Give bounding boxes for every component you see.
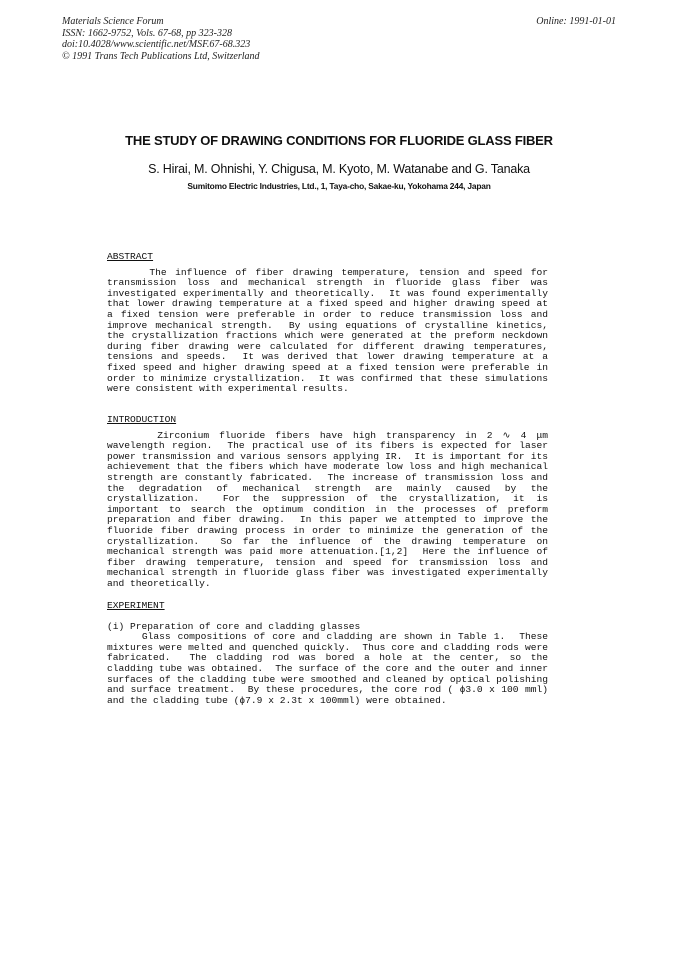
- abstract-text: The influence of fiber drawing temperature, tension and speed for transmission loss and mechanical strength in fluoride glass fiber was investigated experimentally and theoretically. It was found experimentally that lower drawing temperature at a fixed speed and higher drawing speed at a fixed tension were preferable in order to reduce transmission loss and improve mechanical strength. By using equations of crystalline kinetics, the crystallization fractions which were generated at the preform neckdown during fiber drawing were calculated for different drawing temperatures, tensions and speeds. It was derived that lower drawing temperature at a fixed speed and higher drawing speed at a fixed tension were preferable in order to minimize crystallization. It was confirmed that these simulations were consistent with experimental results.: [107, 266, 554, 395]
- introduction-text: Zirconium fluoride fibers have high transparency in 2 ∿ 4 μm wavelength region. The practical use of its fibers is expected for laser power transmission and various sensors applying IR. It is important for its achievement that the fibers which have moderate low loss and high mechanical strength are constantly fabricated. The increase of transmission loss and the degradation of mechanical strength are mainly caused by the crystallization. For the suppression of the crystallization, it is important to search the optimum condition in the processes of preform preparation and fiber drawing. In this paper we attempted to improve the fluoride fiber drawing process in order to minimize the generation of the crystallization. So far the influence of the drawing temperature on mechanical strength was paid more attenuation.[1,2] Here the influence of fiber drawing temperature, tension and speed for transmission loss and mechanical strength in fluoride glass fiber was investigated experimentally and theoretically.: [107, 429, 560, 589]
- doi-line[interactable]: doi:10.4028/www.scientific.net/MSF.67-68.323: [62, 39, 251, 50]
- affiliation: Sumitomo Electric Industries, Ltd., 1, Taya-cho, Sakae-ku, Yokohama 244, Japan: [187, 181, 491, 191]
- journal-name: Materials Science Forum: [62, 16, 164, 27]
- experiment-subheading: (i) Preparation of core and cladding glasses: [107, 620, 361, 632]
- experiment-section: [107, 600, 554, 706]
- author-list: S. Hirai, M. Ohnishi, Y. Chigusa, M. Kyoto, M. Watanabe and G. Tanaka: [148, 162, 530, 176]
- experiment-heading: EXPERIMENT: [107, 600, 165, 611]
- paper-title: THE STUDY OF DRAWING CONDITIONS FOR FLUORIDE GLASS FIBER: [125, 133, 553, 148]
- journal-header: [62, 16, 616, 62]
- abstract-section: [107, 251, 554, 395]
- introduction-section: [107, 414, 560, 590]
- online-date: Online: 1991-01-01: [536, 16, 616, 27]
- experiment-text: Glass compositions of core and cladding are shown in Table 1. These mixtures were melted and quenched quickly. Thus core and cladding rods were fabricated. The cladding rod was bored a hole at the center, so the cladding tube was obtained. The surface of the core and the outer and inner surfaces of the cladding tube were smoothed and cleaned by optical polishing and surface treatment. By these procedures, the core rod ( ϕ3.0 x 100 mml) and the cladding tube (ϕ7.9 x 2.3t x 100mml) were obtained.: [107, 631, 554, 706]
- introduction-heading: INTRODUCTION: [107, 414, 177, 425]
- copyright-line: © 1991 Trans Tech Publications Ltd, Switzerland: [62, 50, 260, 62]
- issn-line: ISSN: 1662-9752, Vols. 67-68, pp 323-328: [62, 27, 232, 39]
- abstract-heading: ABSTRACT: [107, 251, 154, 262]
